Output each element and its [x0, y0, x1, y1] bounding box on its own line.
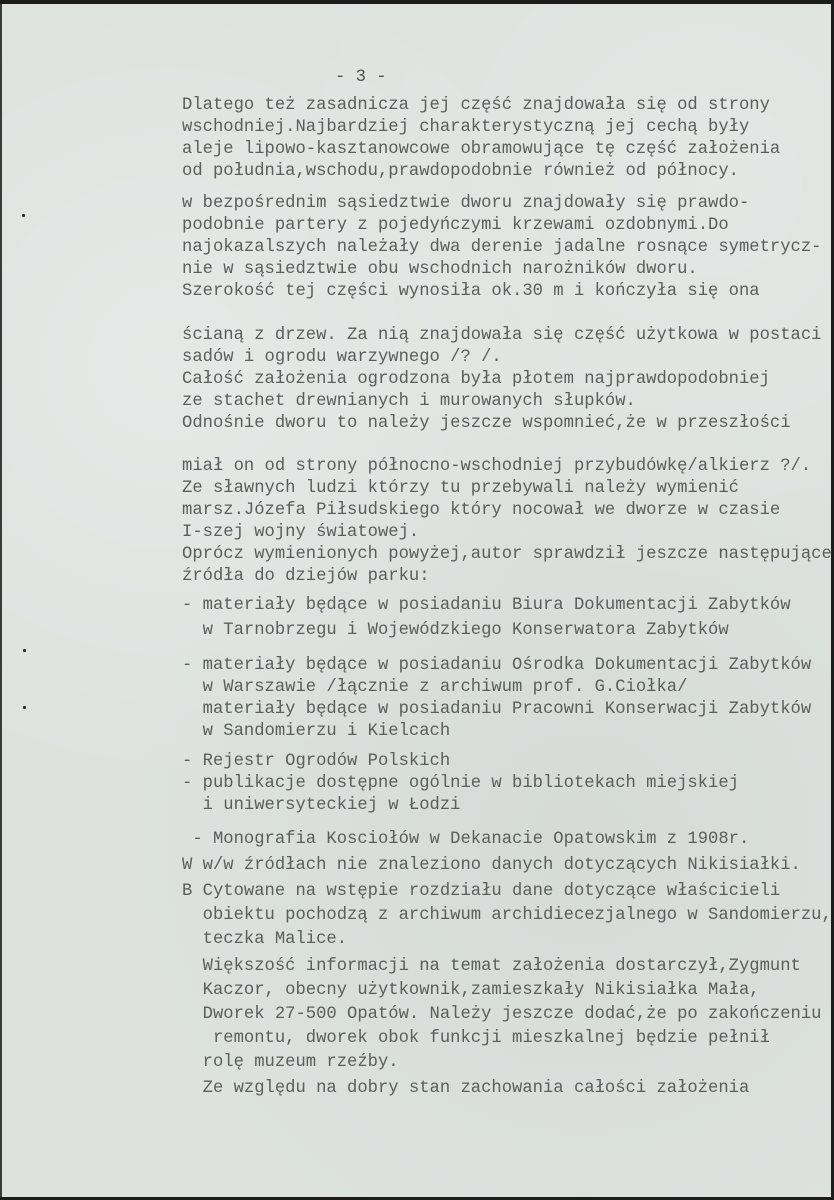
text-line: Kaczor, obecny użytkownik,zamieszkały Nikisiałka Mała, — [182, 981, 760, 1000]
text-line: Ze sławnych ludzi którzy tu przebywali należy wymienić — [182, 479, 739, 498]
text-line: B Cytowane na wstępie rozdziału dane dotyczące właścicieli — [182, 882, 781, 901]
typewritten-page — [0, 4, 831, 1197]
text-line: - Rejestr Ogrodów Polskich — [182, 752, 451, 771]
text-line: obiektu pochodzą z archiwum archidiecezjalnego w Sandomierzu, — [182, 906, 832, 925]
text-line: Całość założenia ogrodzona była płotem najprawdopodobniej — [182, 370, 770, 389]
text-line: - Monografia Kosciołów w Dekanacie Opatowskim z 1908r. — [182, 830, 750, 849]
text-line: Dworek 27-500 Opatów. Należy jeszcze dodać,że po zakończeniu — [182, 1005, 822, 1024]
text-line: - materiały będące w posiadaniu Ośrodka Dokumentacji Zabytków — [182, 656, 812, 675]
text-line: remontu, dworek obok funkcji mieszkalnej będzie pełnił — [182, 1029, 770, 1048]
text-line: źródła do dziejów parku: — [182, 567, 430, 586]
text-line: Szerokość tej części wynosiła ok.30 m i kończyła się ona — [182, 282, 760, 301]
text-line: I-szej wojny światowej. — [182, 523, 420, 542]
text-line: sadów i ogrodu warzywnego /? /. — [182, 348, 502, 367]
text-line: nie w sąsiedztwie obu wschodnich narożników dworu. — [182, 260, 698, 279]
text-line: najokazalszych należały dwa derenie jadalne rosnące symetrycz- — [182, 238, 822, 257]
margin-dot — [23, 649, 26, 652]
text-line: Ze względu na dobry stan zachowania całości założenia — [182, 1079, 750, 1098]
text-line: w bezpośrednim sąsiedztwie dworu znajdowały się prawdo- — [182, 194, 750, 213]
page-number: - 3 - — [335, 68, 387, 87]
margin-dot — [23, 706, 26, 709]
text-line: od południa,wschodu,prawdopodobnie również od północy. — [182, 162, 739, 181]
text-line: miał on od strony północno-wschodniej przybudówkę/alkierz ?/. — [182, 457, 812, 476]
text-line: w Tarnobrzegu i Wojewódzkiego Konserwatora Zabytków — [182, 621, 729, 640]
text-line: marsz.Józefa Piłsudskiego który nocował we dworze w czasie — [182, 501, 781, 520]
text-line: W w/w źródłach nie znaleziono danych dotyczących Nikisiałki. — [182, 856, 801, 875]
text-line: - materiały będące w posiadaniu Biura Dokumentacji Zabytków — [182, 596, 791, 615]
text-line: ze stachet drewnianych i murowanych słupków. — [182, 392, 636, 411]
text-line: aleje lipowo-kasztanowcowe obramowujące tę część założenia — [182, 140, 781, 159]
text-line: materiały będące w posiadaniu Pracowni Konserwacji Zabytków — [182, 700, 812, 719]
text-line: podobnie partery z pojedyńczymi krzewami ozdobnymi.Do — [182, 216, 729, 235]
text-line: teczka Malice. — [182, 930, 348, 949]
text-line: ścianą z drzew. Za nią znajdowała się część użytkowa w postaci — [182, 326, 822, 345]
text-line: wschodniej.Najbardziej charakterystyczną jej cechą były — [182, 118, 750, 137]
text-line: Dlatego też zasadnicza jej część znajdowała się od strony — [182, 96, 770, 115]
text-line: Odnośnie dworu to należy jeszcze wspomnieć,że w przeszłości — [182, 414, 791, 433]
text-line: w Sandomierzu i Kielcach — [182, 722, 451, 741]
text-line: - publikacje dostępne ogólnie w bibliotekach miejskiej — [182, 774, 739, 793]
text-line: Większość informacji na temat założenia dostarczył,Zygmunt — [182, 957, 801, 976]
text-line: Oprócz wymienionych powyżej,autor sprawdził jeszcze następujące — [182, 545, 832, 564]
margin-dot — [22, 214, 25, 217]
text-line: rolę muzeum rzeźby. — [182, 1053, 399, 1072]
text-line: i uniwersyteckiej w Łodzi — [182, 796, 461, 815]
text-line: w Warszawie /łącznie z archiwum prof. G.Ciołka/ — [182, 678, 688, 697]
